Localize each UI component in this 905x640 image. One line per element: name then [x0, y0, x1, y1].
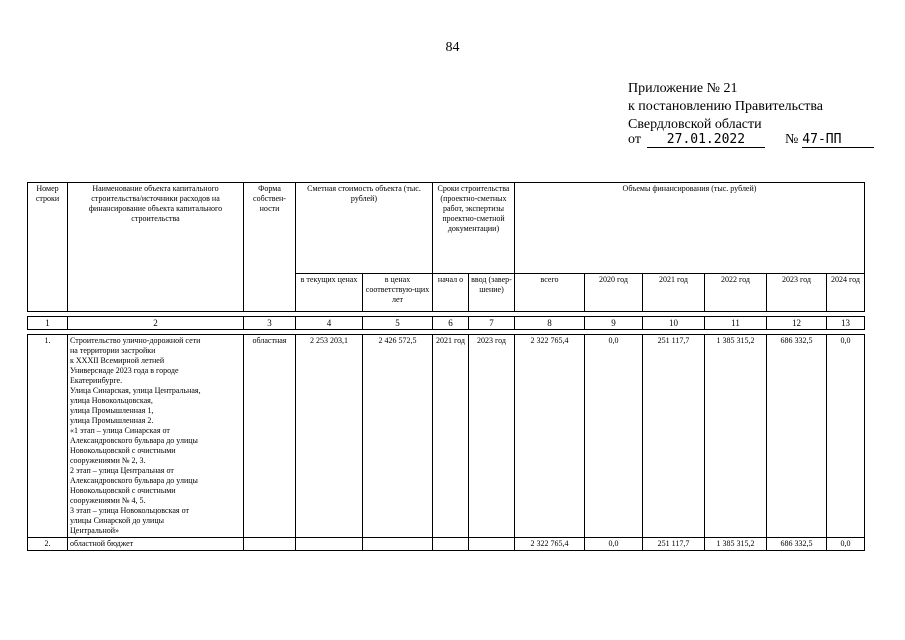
object-name-line: сооружениями № 4, 5. [70, 496, 146, 505]
object-name-line: Универсиаде 2023 года в городе [70, 366, 179, 375]
object-name-line: Центральной» [70, 526, 120, 535]
object-name-line: Новокольцовской с очистными [70, 486, 176, 495]
object-name-line: Новокольцовской с очистными [70, 446, 176, 455]
col-index: 10 [643, 317, 705, 330]
empty-cell [469, 538, 515, 551]
empty-cell [363, 538, 433, 551]
header-end: ввод (завер-шение) [469, 274, 515, 312]
ownership: областная [244, 335, 296, 538]
financing-total: 2 322 765,4 [515, 538, 585, 551]
financing-2023: 686 332,5 [767, 538, 827, 551]
financing-2022: 1 385 315,2 [705, 335, 767, 538]
col-index: 12 [767, 317, 827, 330]
financing-2024: 0,0 [827, 538, 865, 551]
object-name-line: Улица Синарская, улица Центральная, [70, 386, 201, 395]
object-name-line: Александровского бульвара до улицы [70, 436, 198, 445]
object-name-line: улица Промышленная 2. [70, 416, 154, 425]
source-name: областной бюджет [68, 538, 244, 551]
object-name [68, 335, 244, 538]
appendix-line-2: к постановлению Правительства [628, 99, 824, 114]
financing-2021: 251 117,7 [643, 335, 705, 538]
empty-cell [296, 538, 363, 551]
col-index: 4 [296, 317, 363, 330]
row-number: 1. [28, 335, 68, 538]
col-index: 7 [469, 317, 515, 330]
appendix-line-1: Приложение № 21 [628, 81, 738, 96]
financing-2020: 0,0 [585, 335, 643, 538]
appendix-line-3: Свердловской области [628, 117, 762, 132]
header-2022: 2022 год [705, 274, 767, 312]
row-number: 2. [28, 538, 68, 551]
cost-current: 2 253 203,1 [296, 335, 363, 538]
end-year: 2023 год [469, 335, 515, 538]
col-index: 5 [363, 317, 433, 330]
table-row [28, 335, 865, 538]
object-name-line: Александровского бульвара до улицы [70, 476, 198, 485]
col-index: 6 [433, 317, 469, 330]
col-index: 2 [68, 317, 244, 330]
header-cost-current: в текущих ценах [296, 274, 363, 312]
header-object-name: Наименование объекта капитального строительства/источники расходов на финансирование объекта капитального строительства [68, 183, 244, 312]
header-2021: 2021 год [643, 274, 705, 312]
object-name-line: улица Промышленная 1, [70, 406, 154, 415]
header-start: начал о [433, 274, 469, 312]
object-name-line: Екатеринбурге. [70, 376, 123, 385]
start-year: 2021 год [433, 335, 469, 538]
page-number: 84 [445, 40, 460, 55]
number-label: № [784, 132, 799, 147]
header-row-number: Номер строки [28, 183, 68, 312]
appendix-header [628, 80, 823, 134]
column-index-row [28, 317, 865, 330]
header-2024: 2024 год [827, 274, 865, 312]
object-name-line: к XXXII Всемирной летней [70, 356, 165, 365]
object-name-line: «1 этап – улица Синарская от [70, 426, 170, 435]
resolution-signature [628, 132, 874, 148]
resolution-date: 27.01.2022 [647, 133, 765, 148]
empty-cell [433, 538, 469, 551]
object-name-line: Строительство улично-дорожной сети [70, 336, 201, 345]
financing-2023: 686 332,5 [767, 335, 827, 538]
header-2020: 2020 год [585, 274, 643, 312]
financing-2021: 251 117,7 [643, 538, 705, 551]
col-index: 9 [585, 317, 643, 330]
col-index: 13 [827, 317, 865, 330]
col-index: 8 [515, 317, 585, 330]
financing-2022: 1 385 315,2 [705, 538, 767, 551]
object-name-line: улица Новокольцовская, [70, 396, 153, 405]
header-ownership: Форма собствен-ности [244, 183, 296, 312]
header-2023: 2023 год [767, 274, 827, 312]
header-cost-years: в ценах соответствую-щих лет [363, 274, 433, 312]
col-index: 11 [705, 317, 767, 330]
object-name-line: 2 этап – улица Центральная от [70, 466, 174, 475]
header-estimated-cost: Сметная стоимость объекта (тыс. рублей) [296, 183, 433, 274]
object-name-line: сооружениями № 2, 3. [70, 456, 146, 465]
header-total: всего [515, 274, 585, 312]
col-index: 3 [244, 317, 296, 330]
object-name-line: на территории застройки [70, 346, 156, 355]
resolution-number: 47-ПП [802, 133, 874, 148]
date-label: от [628, 132, 641, 147]
cost-years: 2 426 572,5 [363, 335, 433, 538]
financing-2020: 0,0 [585, 538, 643, 551]
object-name-line: улицы Синарской до улицы [70, 516, 164, 525]
header-construction-terms: Сроки строительства (проектно-сметных работ, экспертизы проектно-сметной документации) [433, 183, 515, 274]
financing-table [27, 182, 865, 551]
financing-total: 2 322 765,4 [515, 335, 585, 538]
object-name-line: 3 этап – улица Новокольцовская от [70, 506, 189, 515]
financing-2024: 0,0 [827, 335, 865, 538]
header-financing: Объемы финансирования (тыс. рублей) [515, 183, 865, 274]
empty-cell [244, 538, 296, 551]
col-index: 1 [28, 317, 68, 330]
table-row [28, 538, 865, 551]
